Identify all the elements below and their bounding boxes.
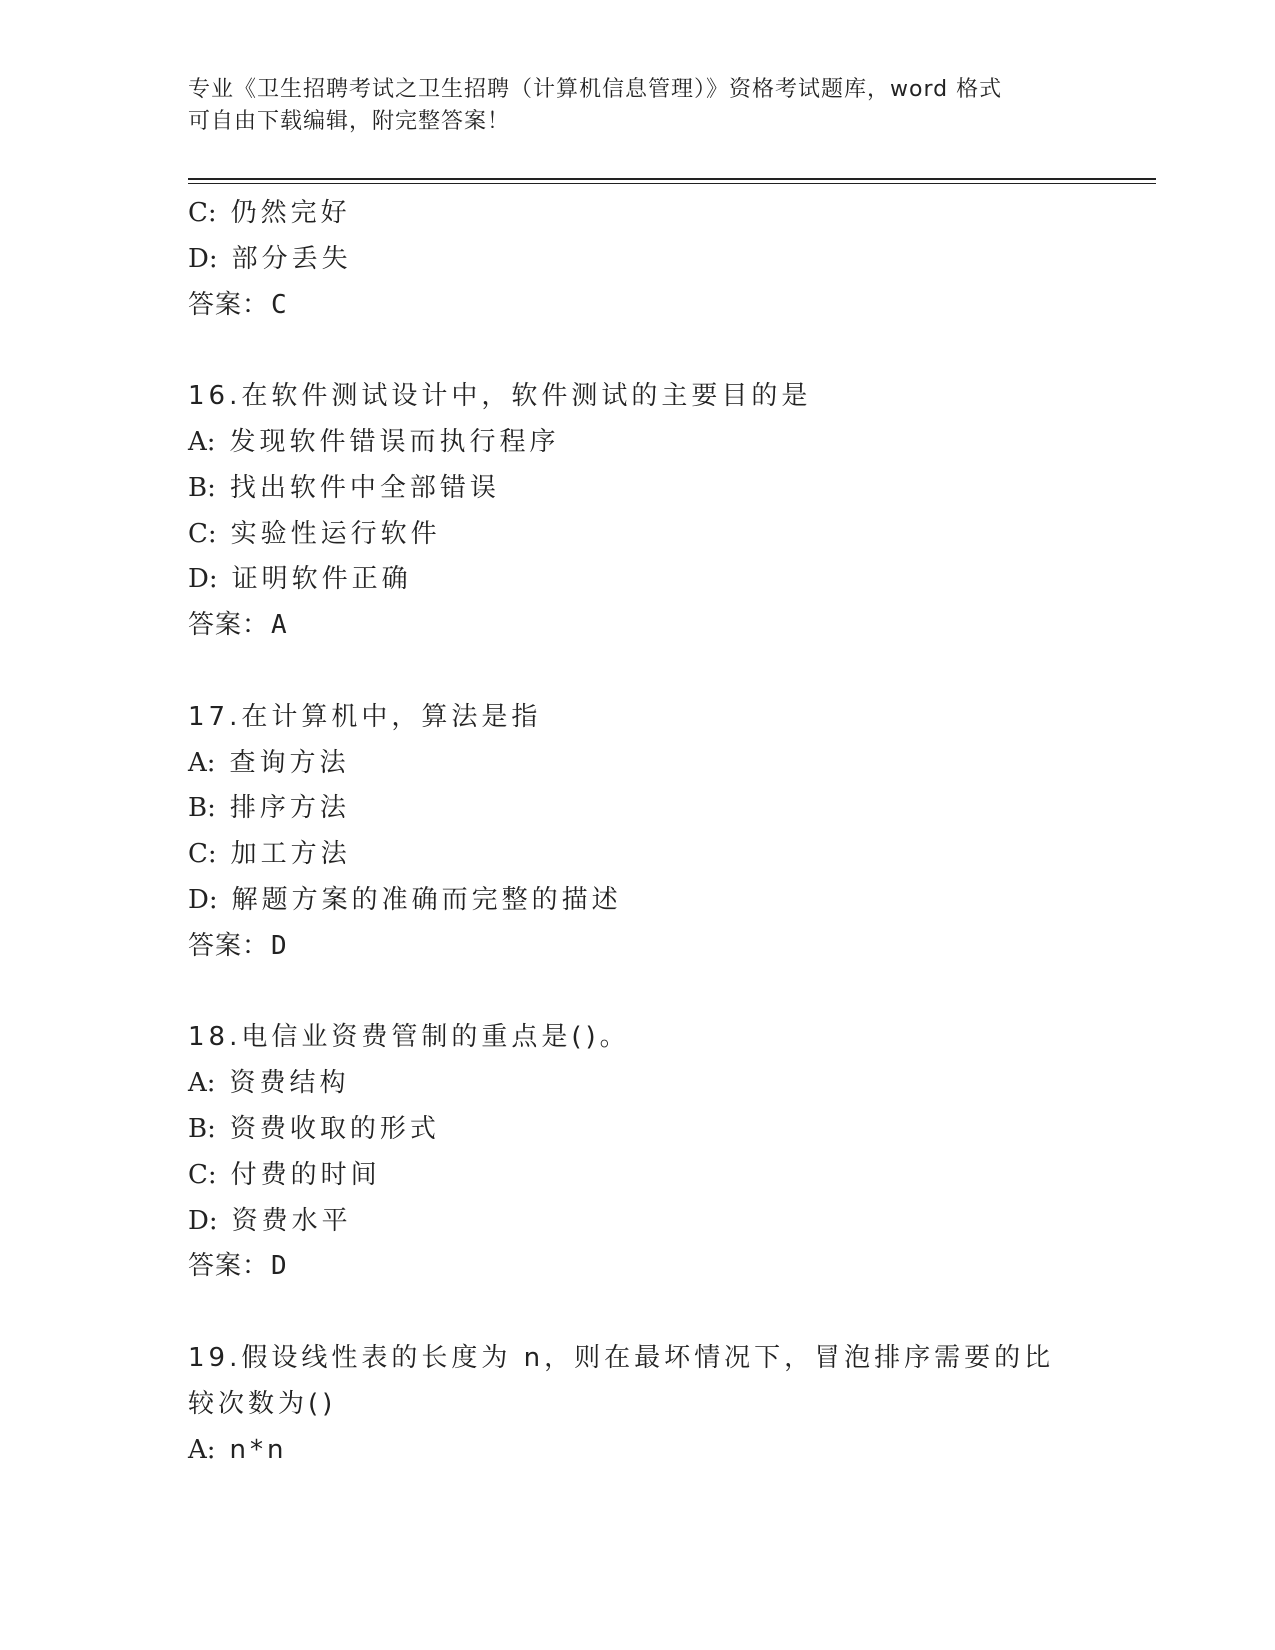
option-a: [188, 1428, 1088, 1474]
option-label: D:: [188, 884, 218, 915]
spacer: [188, 649, 1088, 695]
answer-value: D: [271, 1251, 288, 1282]
option-text: 找出软件中全部错误: [229, 472, 500, 503]
option-a: [188, 1061, 1088, 1107]
option-text: 解题方案的准确而完整的描述: [231, 884, 622, 915]
option-text: 排序方法: [229, 793, 350, 824]
option-text: 仍然完好: [230, 198, 351, 228]
header-line-2: 可自由下载编辑，附完整答案！: [188, 109, 511, 134]
option-text: 部分丢失: [231, 243, 352, 274]
option-c: [188, 191, 1088, 237]
option-text: 加工方法: [230, 839, 351, 870]
option-label: A:: [188, 1068, 216, 1099]
question-stem: 17.在计算机中，算法是指: [188, 701, 542, 732]
option-text: 查询方法: [229, 747, 350, 778]
document-header: [188, 74, 1088, 138]
option-label: B:: [188, 793, 216, 824]
header-rule-thin: [188, 183, 1156, 184]
answer-label: 答案：: [188, 930, 270, 961]
answer-line: [188, 1244, 1088, 1290]
option-c: [188, 832, 1088, 878]
option-label: C:: [188, 518, 217, 549]
answer-line: [188, 924, 1088, 970]
option-b: [188, 786, 1088, 832]
option-text: 实验性运行软件: [230, 518, 441, 549]
option-text: 资费水平: [231, 1205, 352, 1236]
option-label: A:: [188, 1434, 216, 1465]
answer-label: 答案：: [188, 1251, 270, 1282]
option-a: [188, 420, 1088, 466]
question-stem: 18.电信业资费管制的重点是()。: [188, 1022, 630, 1053]
question-list: [188, 191, 1088, 1473]
answer-value: A: [271, 610, 288, 641]
option-label: C:: [188, 198, 217, 228]
answer-value: C: [271, 289, 288, 320]
option-b: [188, 1107, 1088, 1153]
option-c: [188, 512, 1088, 558]
answer-label: 答案：: [188, 610, 270, 641]
option-d: [188, 237, 1088, 283]
spacer: [188, 970, 1088, 1016]
answer-value: D: [271, 930, 288, 961]
option-text: n*n: [229, 1434, 288, 1465]
option-b: [188, 466, 1088, 512]
header-rule-thick: [188, 178, 1156, 180]
option-label: D:: [188, 564, 218, 595]
option-d: [188, 878, 1088, 924]
option-c: [188, 1153, 1088, 1199]
spacer: [188, 1290, 1088, 1336]
header-line-1: 专业《卫生招聘考试之卫生招聘（计算机信息管理）》资格考试题库，word 格式: [188, 77, 1003, 102]
option-label: D:: [188, 1205, 218, 1236]
spacer: [188, 328, 1088, 374]
option-label: C:: [188, 1159, 217, 1190]
answer-line: [188, 603, 1088, 649]
option-text: 付费的时间: [230, 1159, 381, 1190]
option-d: [188, 557, 1088, 603]
option-label: D:: [188, 243, 218, 274]
option-label: B:: [188, 472, 216, 503]
option-d: [188, 1199, 1088, 1245]
question-stem: 16.在软件测试设计中，软件测试的主要目的是: [188, 381, 812, 412]
question-stem: 19.假设线性表的长度为 n，则在最坏情况下，冒泡排序需要的比较次数为(): [188, 1342, 1055, 1419]
option-text: 资费收取的形式: [229, 1113, 440, 1144]
answer-label: 答案：: [188, 289, 270, 320]
option-text: 资费结构: [229, 1068, 350, 1099]
option-label: A:: [188, 747, 216, 778]
option-label: B:: [188, 1113, 216, 1144]
answer-line: [188, 283, 1088, 329]
option-label: A:: [188, 426, 216, 457]
option-a: [188, 741, 1088, 787]
option-text: 发现软件错误而执行程序: [229, 426, 560, 457]
option-label: C:: [188, 839, 217, 870]
option-text: 证明软件正确: [231, 564, 412, 595]
